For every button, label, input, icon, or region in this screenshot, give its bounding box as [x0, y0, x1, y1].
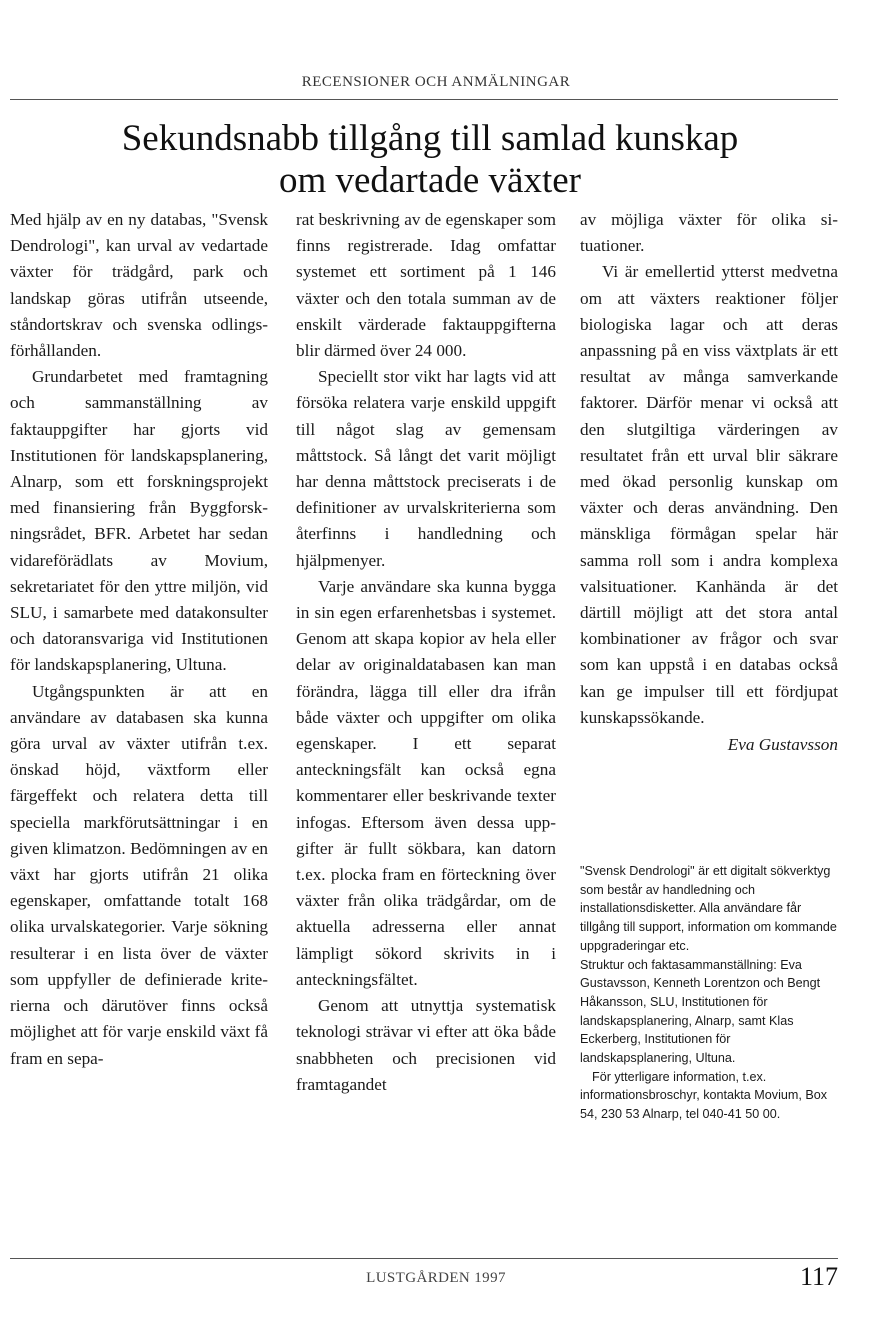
- column-2: [296, 207, 556, 1098]
- paragraph-technology-part-1: Genom att utnyttja systematisk teknologi strävar vi efter att öka både snabbheten och precisionen vid framtagandet: [296, 996, 556, 1094]
- paragraph-starting-point-part-2: rat beskrivning av de egenskaper som finns registrerade. Idag omfattar systemet ett sortiment på 1 146 växter och den totala summan av de enskilt värderade faktauppgifterna blir därmed över 24 000.: [296, 210, 556, 361]
- paragraph-background: Grundarbetet med framtagning och sammanställning av faktauppgifter har gjorts vid Institutionen för landskapsplanering, Alnarp, som ett forskningsprojekt med finansiering från Byggforskningsrådet, BFR. Arbetet har sedan vidareförädlats av Movium, sekretariatet för den yttre miljön, vid SLU, i samarbete med datakonsulter och datoransvariga vid Institutionen för landskapsplanering, Ultuna.: [10, 367, 268, 675]
- header-rule: [10, 99, 838, 100]
- paragraph-human-judgement: Vi är emellertid ytterst medvetna om att växters reaktioner följer biologiska lagar och att deras anpassning på en viss växtplats är ett resultat av många samverkande faktorer. Därför menar vi också att den slutgiltiga värderingen av resultatet från ett urval blir säkrare med ökad personlig kunskap om växter och deras användning. Den mänskliga förmågan spelar här samma roll som i andra komplexa valsituationer. Kanhända är det därtill möjligt att det stora antal kombinationer av frågor och svar som kan uppstå i en databas också kan ge impulser till ett fördjupat kunskapssökande.: [580, 262, 838, 727]
- running-head: RECENSIONER OCH ANMÄLNINGAR: [301, 74, 571, 90]
- article-title-line-2: om vedartade växter: [278, 160, 582, 201]
- info-box-credits: Struktur och faktasammanställning: Eva Gustavsson, Kenneth Lorentzon och Bengt Håkansson, SLU, Institutionen för landskapsplanering, Alnarp, samt Klas Eckerberg, Institutionen för landskapsplanering, Ultuna.: [580, 957, 821, 1066]
- page-number: 117: [799, 1262, 838, 1291]
- paragraph-common-measure: Speciellt stor vikt har lagts vid att försöka relatera varje enskild uppgift till något slag av gemensam måttstock. Så långt det varit möjligt har denna måttstock preciserats i de definitioner av urvalskriterierna som återfinns i handledning och hjälpmenyer.: [296, 367, 556, 570]
- article-title: [0, 118, 860, 202]
- footer-journal: LUSTGÅRDEN 1997: [366, 1270, 506, 1286]
- column-3: [580, 207, 838, 758]
- author-signature: Eva Gustavsson: [727, 735, 838, 755]
- info-box-description: "Svensk Dendrologi" är ett digitalt sökverktyg som består av handledning och installationsdisketter. Alla användare får tillgång till support, information om kommande uppgraderingar etc.: [580, 864, 837, 953]
- column-1: [10, 207, 268, 1072]
- paragraph-technology-part-2: av möjliga växter för olika situationer.: [580, 210, 838, 256]
- info-box: [580, 862, 838, 1124]
- paragraph-starting-point-part-1: Utgångspunkten är att en användare av databasen ska kunna göra urval av växter utifrån t.ex. önskad höjd, växtform eller färgeffekt och relatera detta till speciella markförutsättningar i en given klimatzon. Bedömningen av en växt har gjorts utifrån 21 olika egenskaper, omfattande totalt 168 olika urvalskategorier. Varje sökning resulterar i en lista över de växter som uppfyller de definierade kriterierna och därutöver finns också möjlighet att för varje enskild växt få fram en sepa-: [10, 681, 268, 1068]
- footer-rule: [10, 1258, 838, 1259]
- article-title-line-1: Sekundsnabb tillgång till samlad kunskap: [121, 118, 739, 159]
- paragraph-user-experience: Varje användare ska kunna bygga in sin egen erfarenhetsbas i systemet. Genom att skapa kopior av hela eller delar av originaldatabasen kan man förändra, lägga till eller dra ifrån både växter och uppgifter om olika egenskaper. I ett separat anteckningsfält kan också egna kommentarer eller beskrivande texter infogas. Eftersom även dessa uppgifter är fullt sökbara, kan datorn t.ex. plocka fram en förteckning över växter från olika trädgårdar, om de aktuella adresserna eller annat lämpligt sökord skrivits in i anteckningsfältet.: [296, 576, 556, 989]
- info-box-contact: För ytterligare information, t.ex. informationsbroschyr, kontakta Movium, Box 54, 230 53 Alnarp, tel 040-41 50 00.: [580, 1069, 828, 1122]
- paragraph-intro: Med hjälp av en ny databas, "Svensk Dendrologi", kan urval av vedartade växter för trädgård, park och landskap göras utifrån utseende, ståndortskrav och svenska odlingsförhållanden.: [10, 210, 268, 361]
